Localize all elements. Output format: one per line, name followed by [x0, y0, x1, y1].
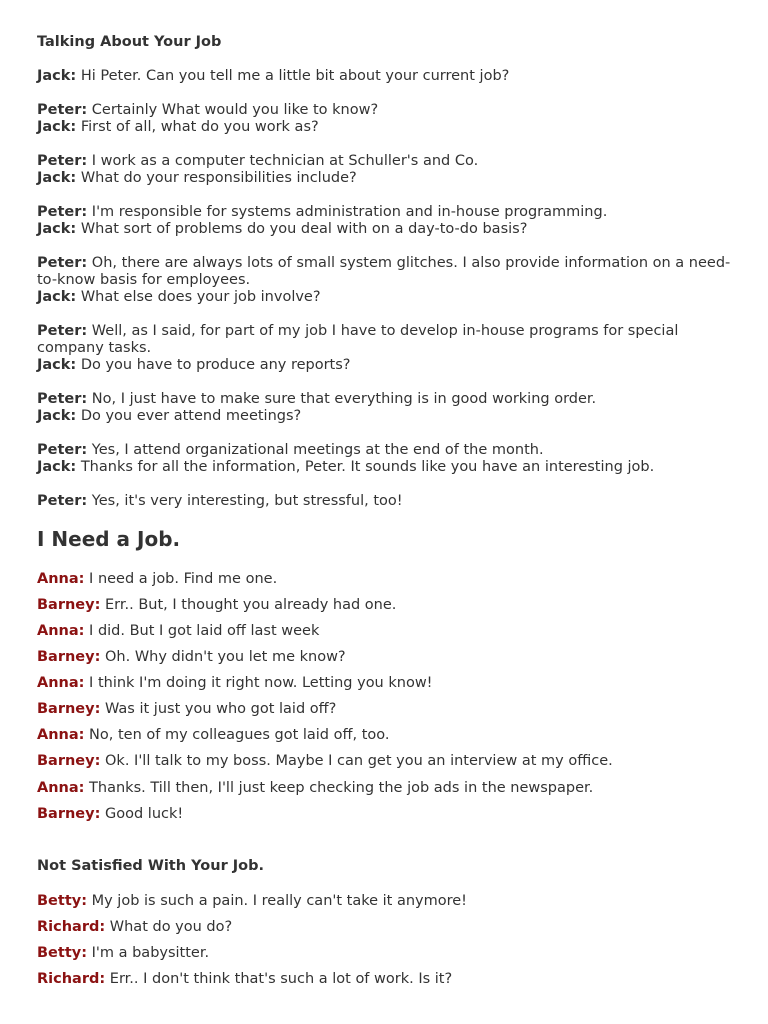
speaker-name: Jack: — [37, 170, 77, 186]
dialogue-line — [37, 357, 737, 374]
dialogue-text: Err.. I don't think that's such a lot of work. Is it? — [105, 971, 453, 987]
dialogue-line — [37, 323, 737, 357]
speaker-name: Peter: — [37, 323, 88, 339]
dialogue-text: Oh, there are always lots of small system glitches. I also provide information on a need-to-know basis for employees. — [37, 255, 731, 288]
speaker-name: Barney: — [37, 806, 101, 822]
dialogue-line — [37, 919, 737, 936]
dialogue-line — [37, 727, 737, 744]
speaker-name: Jack: — [37, 289, 77, 305]
speaker-name: Peter: — [37, 204, 88, 220]
speaker-name: Anna: — [37, 623, 85, 639]
dialogue-text: Yes, I attend organizational meetings at the end of the month. — [87, 442, 544, 458]
dialogue-line — [37, 649, 737, 666]
speaker-name: Barney: — [37, 649, 101, 665]
dialogue-text: Good luck! — [100, 806, 184, 822]
dialogue-text: What do you do? — [105, 919, 233, 935]
dialogue-line — [37, 806, 737, 823]
speaker-name: Jack: — [37, 221, 77, 237]
dialogue-text: Thanks for all the information, Peter. It sounds like you have an interesting job. — [76, 459, 655, 475]
speaker-name: Richard: — [37, 919, 106, 935]
dialogue-text: I'm a babysitter. — [87, 945, 210, 961]
speaker-name: Jack: — [37, 68, 77, 84]
dialogue-text: I'm responsible for systems administration and in-house programming. — [87, 204, 608, 220]
dialogue-text: Certainly What would you like to know? — [87, 102, 379, 118]
speaker-name: Peter: — [37, 102, 88, 118]
dialogue-line — [37, 701, 737, 718]
dialogue-line — [37, 391, 737, 408]
section-title-not-satisfied: Not Satisfied With Your Job. — [37, 858, 265, 874]
dialogue-line — [37, 170, 737, 187]
speaker-name: Peter: — [37, 442, 88, 458]
dialogue-line — [37, 153, 737, 170]
speaker-name: Peter: — [37, 153, 88, 169]
dialogue-text: Oh. Why didn't you let me know? — [100, 649, 346, 665]
speaker-name: Jack: — [37, 119, 77, 135]
dialogue-text: No, ten of my colleagues got laid off, too. — [84, 727, 390, 743]
dialogue-line — [37, 459, 737, 476]
dialogue-line — [37, 102, 737, 119]
dialogue-text: What else does your job involve? — [76, 289, 321, 305]
speaker-name: Jack: — [37, 357, 77, 373]
dialogue-line — [37, 623, 737, 640]
dialogue-text: Do you ever attend meetings? — [76, 408, 302, 424]
dialogue-line — [37, 442, 737, 459]
dialogue-line — [37, 780, 737, 797]
dialogue-text: Do you have to produce any reports? — [76, 357, 351, 373]
dialogue-line — [37, 221, 737, 238]
speaker-name: Barney: — [37, 597, 101, 613]
speaker-name: Betty: — [37, 893, 87, 909]
speaker-name: Anna: — [37, 675, 85, 691]
speaker-name: Peter: — [37, 493, 88, 509]
dialogue-line — [37, 971, 737, 988]
speaker-name: Anna: — [37, 571, 85, 587]
dialogue-line — [37, 255, 737, 289]
dialogue-text: Thanks. Till then, I'll just keep checking the job ads in the newspaper. — [84, 780, 594, 796]
dialogue-line — [37, 571, 737, 588]
dialogue-text: Well, as I said, for part of my job I have to develop in-house programs for special company tasks. — [37, 323, 679, 356]
dialogue-text: I did. But I got laid off last week — [84, 623, 320, 639]
dialogue-line — [37, 68, 737, 85]
dialogue-line — [37, 204, 737, 221]
dialogue-line — [37, 408, 737, 425]
speaker-name: Jack: — [37, 459, 77, 475]
dialogue-text: What do your responsibilities include? — [76, 170, 357, 186]
dialogue-text: Was it just you who got laid off? — [100, 701, 337, 717]
speaker-name: Betty: — [37, 945, 87, 961]
dialogue-text: I work as a computer technician at Schuller's and Co. — [87, 153, 479, 169]
dialogue-line — [37, 289, 737, 306]
speaker-name: Anna: — [37, 727, 85, 743]
dialogue-text: My job is such a pain. I really can't take it anymore! — [87, 893, 467, 909]
dialogue-line — [37, 597, 737, 614]
section-title-i-need-a-job: I Need a Job. — [37, 527, 181, 551]
dialogue-line — [37, 493, 737, 510]
dialogue-text: Hi Peter. Can you tell me a little bit about your current job? — [76, 68, 510, 84]
speaker-name: Jack: — [37, 408, 77, 424]
dialogue-text: Err.. But, I thought you already had one. — [100, 597, 397, 613]
speaker-name: Barney: — [37, 753, 101, 769]
dialogue-line — [37, 945, 737, 962]
speaker-name: Anna: — [37, 780, 85, 796]
dialogue-text: Yes, it's very interesting, but stressful, too! — [87, 493, 403, 509]
dialogue-line — [37, 675, 737, 692]
dialogue-text: First of all, what do you work as? — [76, 119, 319, 135]
speaker-name: Peter: — [37, 255, 88, 271]
speaker-name: Barney: — [37, 701, 101, 717]
dialogue-text: I think I'm doing it right now. Letting you know! — [84, 675, 433, 691]
section-title-talking-about-your-job: Talking About Your Job — [37, 34, 222, 50]
dialogue-line — [37, 119, 737, 136]
dialogue-text: What sort of problems do you deal with on a day-to-do basis? — [76, 221, 528, 237]
speaker-name: Peter: — [37, 391, 88, 407]
dialogue-line — [37, 753, 737, 770]
dialogue-text: I need a job. Find me one. — [84, 571, 278, 587]
speaker-name: Richard: — [37, 971, 106, 987]
dialogue-text: Ok. I'll talk to my boss. Maybe I can get you an interview at my office. — [100, 753, 613, 769]
dialogue-text: No, I just have to make sure that everything is in good working order. — [87, 391, 597, 407]
dialogue-line — [37, 893, 737, 910]
